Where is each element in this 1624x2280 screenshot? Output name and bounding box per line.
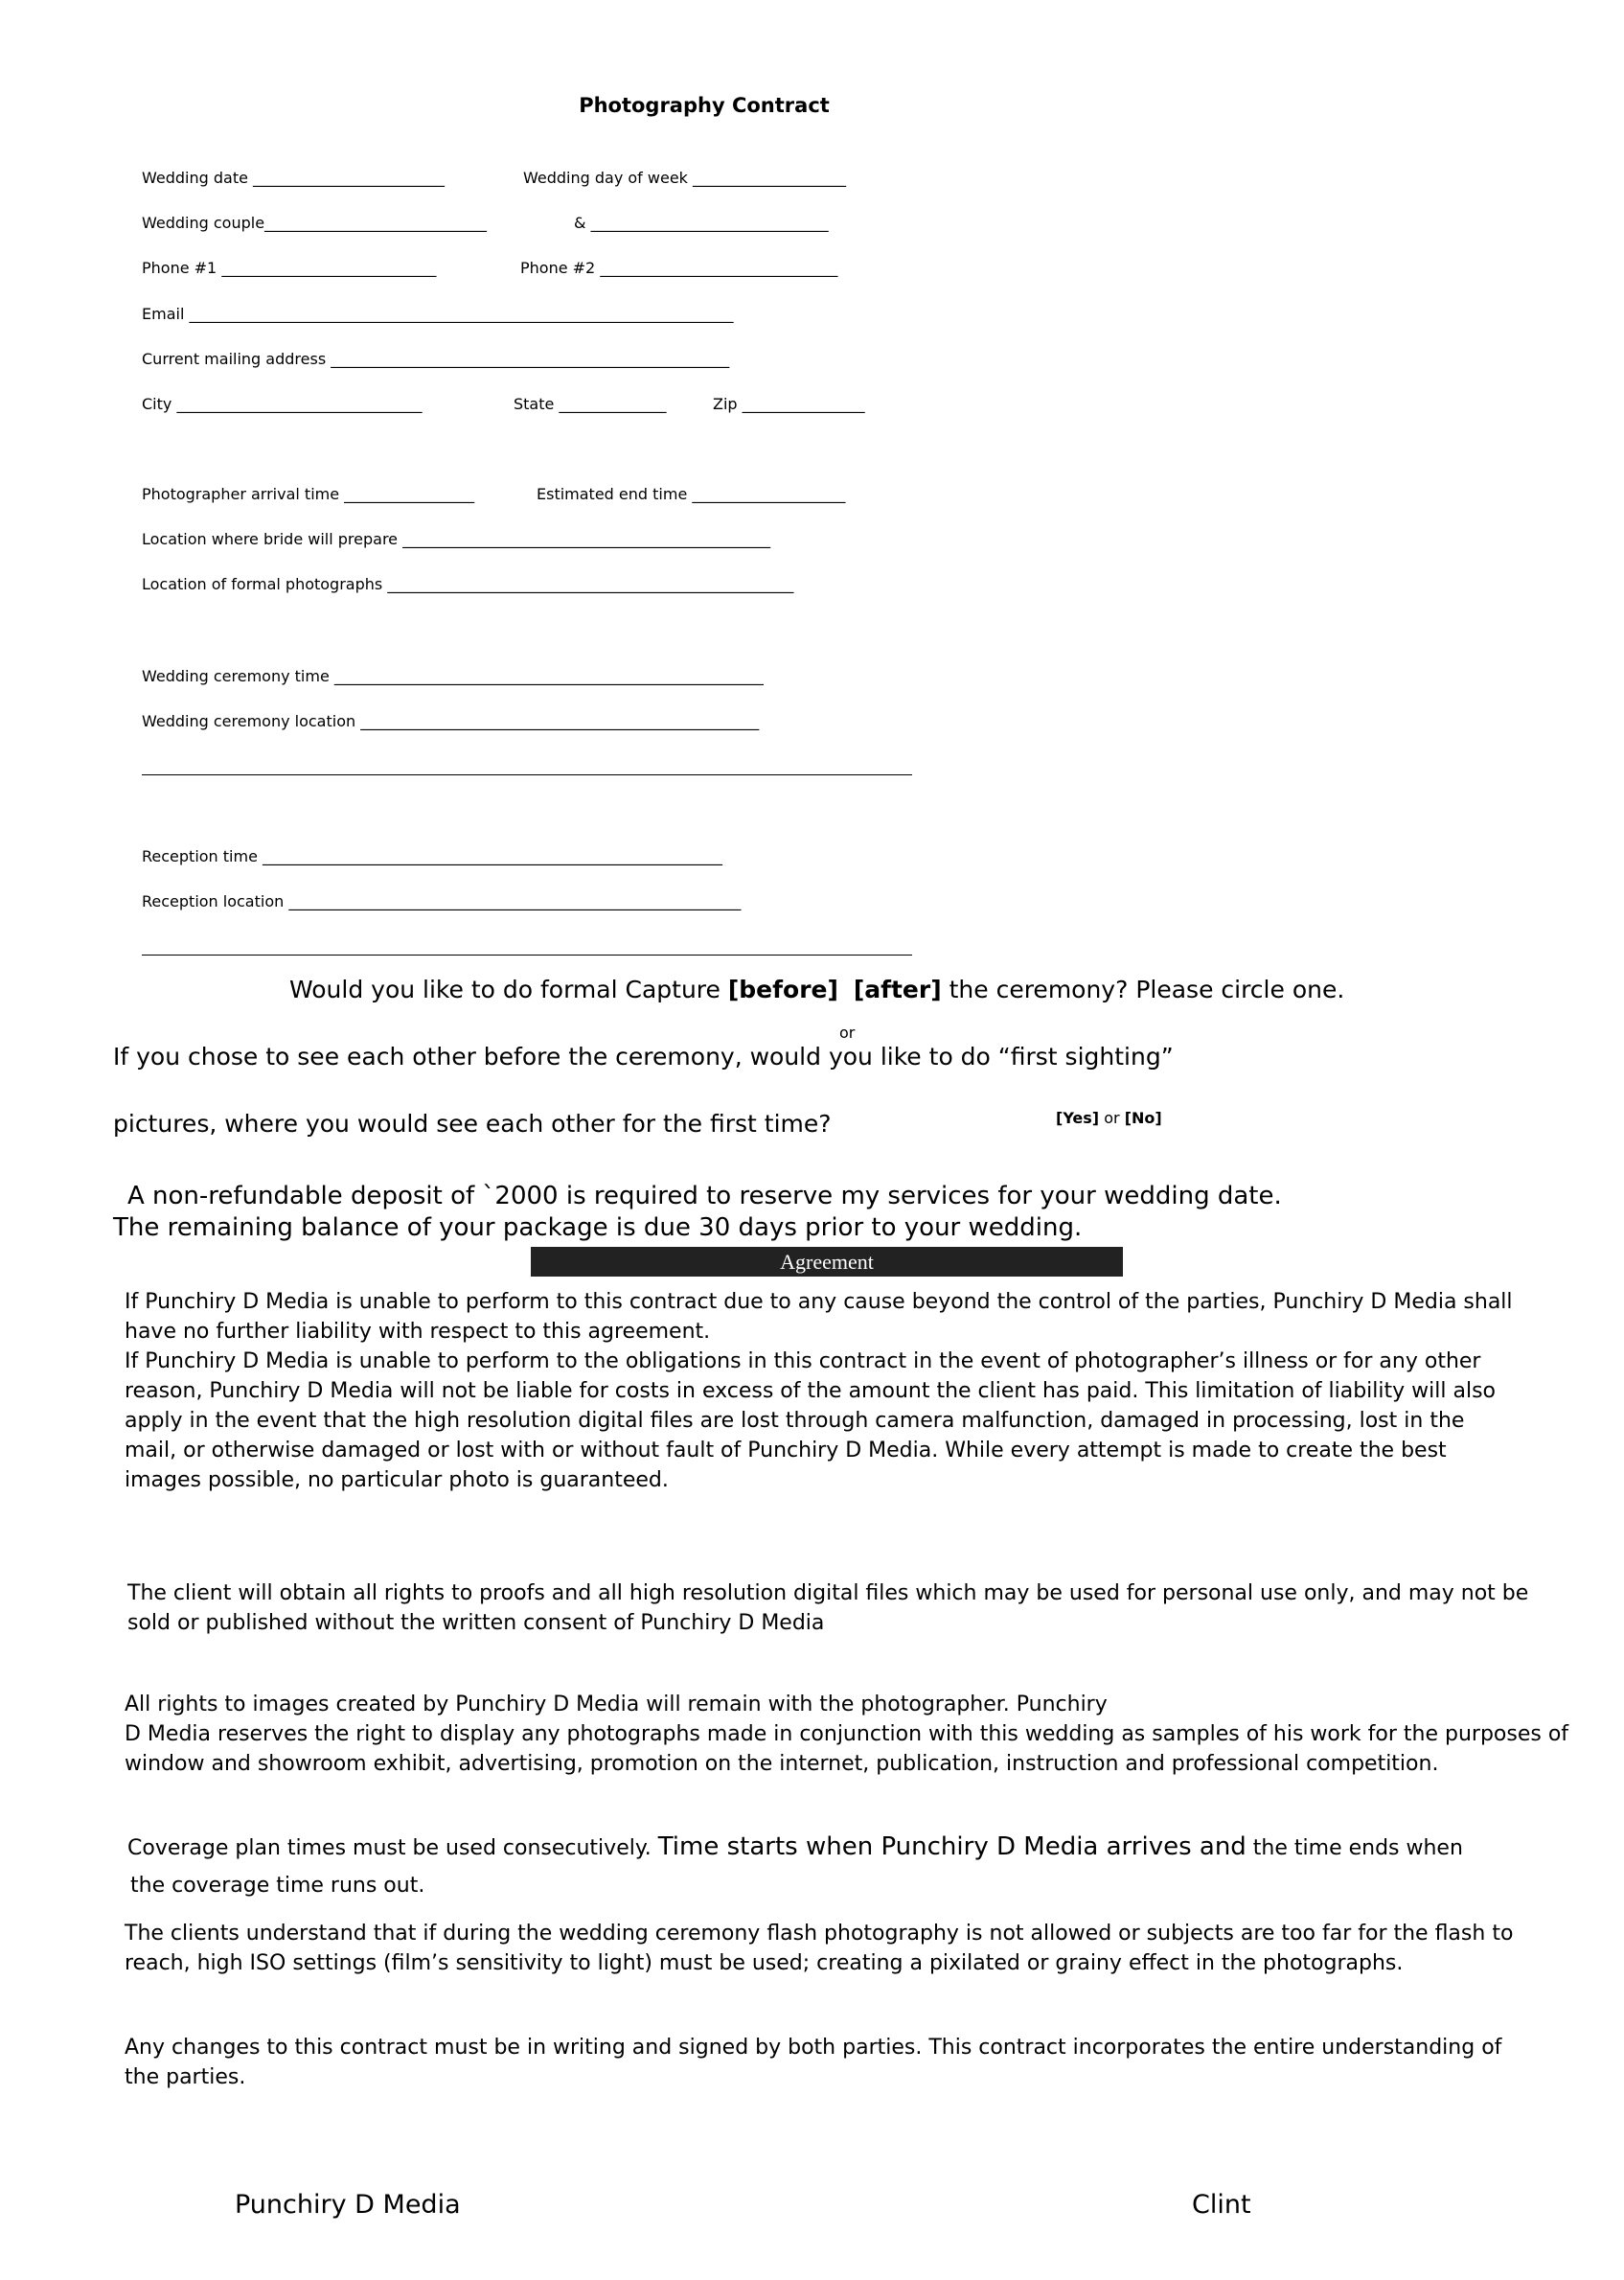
reception-location-field[interactable]: Reception location ___________________________________________________________ bbox=[142, 892, 742, 910]
sighting-options bbox=[1056, 1109, 1162, 1127]
first-sighting-question-line1: If you chose to see each other before the ceremony, would you like to do “first sighting” bbox=[113, 1043, 1174, 1071]
formal-or-label: or bbox=[839, 1024, 856, 1042]
wedding-date-field[interactable]: Wedding date _________________________ bbox=[142, 169, 446, 187]
coverage-clause-line-1 bbox=[127, 1831, 1463, 1865]
reception-time-field[interactable]: Reception time ____________________________________________________________ bbox=[142, 847, 723, 865]
yes-option[interactable]: [Yes] bbox=[1056, 1109, 1100, 1127]
deposit-line-2: The remaining balance of your package is due 30 days prior to your wedding. bbox=[113, 1213, 1083, 1242]
end-time-field[interactable]: Estimated end time ____________________ bbox=[537, 485, 846, 503]
reception-location-extra-line[interactable] bbox=[142, 955, 912, 956]
liability-clause bbox=[125, 1287, 1514, 1495]
email-field[interactable]: Email _______________________________________________________________________ bbox=[142, 305, 734, 323]
before-option[interactable]: [before] bbox=[727, 976, 838, 1003]
formal-question-suffix: the ceremony? Please circle one. bbox=[941, 976, 1345, 1003]
wedding-couple-second-field[interactable]: & _______________________________ bbox=[574, 214, 829, 232]
zip-field[interactable]: Zip ________________ bbox=[713, 395, 865, 413]
image-rights-rest: D Media reserves the right to display any photographs made in conjunction with this wedding as samples of his work for the purposes of window and showroom exhibit, advertising, promotion on the internet, publication, instruction and professional competition. bbox=[125, 1722, 1569, 1776]
coverage-text-c: the time ends when bbox=[1246, 1836, 1463, 1860]
coverage-text-d: the coverage time runs out. bbox=[130, 1874, 425, 1898]
wedding-day-field[interactable]: Wedding day of week ____________________ bbox=[523, 169, 847, 187]
formal-question-prefix: Would you like to do formal Capture bbox=[289, 976, 728, 1003]
formal-location-field[interactable]: Location of formal photographs _____________________________________________________ bbox=[142, 575, 794, 593]
no-option[interactable]: [No] bbox=[1124, 1109, 1162, 1127]
state-field[interactable]: State ______________ bbox=[514, 395, 667, 413]
phone-1-field[interactable]: Phone #1 ____________________________ bbox=[142, 259, 437, 277]
arrival-time-field[interactable]: Photographer arrival time _________________ bbox=[142, 485, 475, 503]
coverage-text-b: Time starts when Punchiry D Media arrives and bbox=[657, 1832, 1247, 1861]
wedding-couple-field[interactable]: Wedding couple_____________________________ bbox=[142, 214, 488, 232]
ceremony-location-field[interactable]: Wedding ceremony location ____________________________________________________ bbox=[142, 712, 760, 730]
flash-paragraph: The clients understand that if during the wedding ceremony flash photography is not allowed or subjects are too far for the flash to reach, high ISO settings (film’s sensitivity to light) must be used; creating a pixilated or grainy effect in the photographs. bbox=[125, 1922, 1514, 1975]
ceremony-location-extra-line[interactable] bbox=[142, 774, 912, 775]
mailing-address-field[interactable]: Current mailing address ____________________________________________________ bbox=[142, 350, 730, 368]
changes-paragraph: Any changes to this contract must be in writing and signed by both parties. This contract incorporates the entire understanding of the parties. bbox=[125, 2036, 1502, 2089]
formal-capture-question bbox=[289, 976, 1344, 1004]
illness-paragraph: If Punchiry D Media is unable to perform to the obligations in this contract in the event of photographer’s illness or for any other reason, Punchiry D Media will not be liable for costs in excess of the amount the client has paid. This limitation of liability will also apply in the event that the high resolution digital files are lost through camera malfunction, damaged in processing, lost in the mail, or otherwise damaged or lost with or without fault of Punchiry D Media. While every attempt is made to create the best images possible, no particular photo is guaranteed. bbox=[125, 1349, 1496, 1492]
city-field[interactable]: City ________________________________ bbox=[142, 395, 423, 413]
coverage-text-a: Coverage plan times must be used consecutively. bbox=[127, 1836, 658, 1860]
image-rights-clause bbox=[125, 1690, 1571, 1779]
liability-paragraph: If Punchiry D Media is unable to perform to this contract due to any cause beyond the control of the parties, Punchiry D Media shall have no further liability with respect to this agreement. bbox=[125, 1290, 1513, 1344]
sighting-or-label: or bbox=[1104, 1109, 1120, 1127]
signature-right: Clint bbox=[1192, 2190, 1251, 2220]
agreement-heading: Agreement bbox=[531, 1247, 1123, 1277]
client-rights-paragraph: The client will obtain all rights to proofs and all high resolution digital files which may be used for personal use only, and may not be sold or published without the written consent of Punchiry D Media bbox=[127, 1581, 1529, 1635]
after-option[interactable]: [after] bbox=[853, 976, 942, 1003]
ceremony-time-field[interactable]: Wedding ceremony time ________________________________________________________ bbox=[142, 667, 764, 685]
bride-location-field[interactable]: Location where bride will prepare ________________________________________________ bbox=[142, 530, 771, 548]
page-title: Photography Contract bbox=[579, 94, 830, 117]
signature-left: Punchiry D Media bbox=[235, 2190, 461, 2220]
deposit-line-1: A non-refundable deposit of `2000 is required to reserve my services for your wedding date. bbox=[127, 1182, 1282, 1210]
image-rights-line-1: All rights to images created by Punchiry D Media will remain with the photographer. Punchiry bbox=[125, 1693, 1108, 1716]
first-sighting-question-line2: pictures, where you would see each other for the first time? bbox=[113, 1110, 832, 1138]
phone-2-field[interactable]: Phone #2 _______________________________ bbox=[520, 259, 838, 277]
